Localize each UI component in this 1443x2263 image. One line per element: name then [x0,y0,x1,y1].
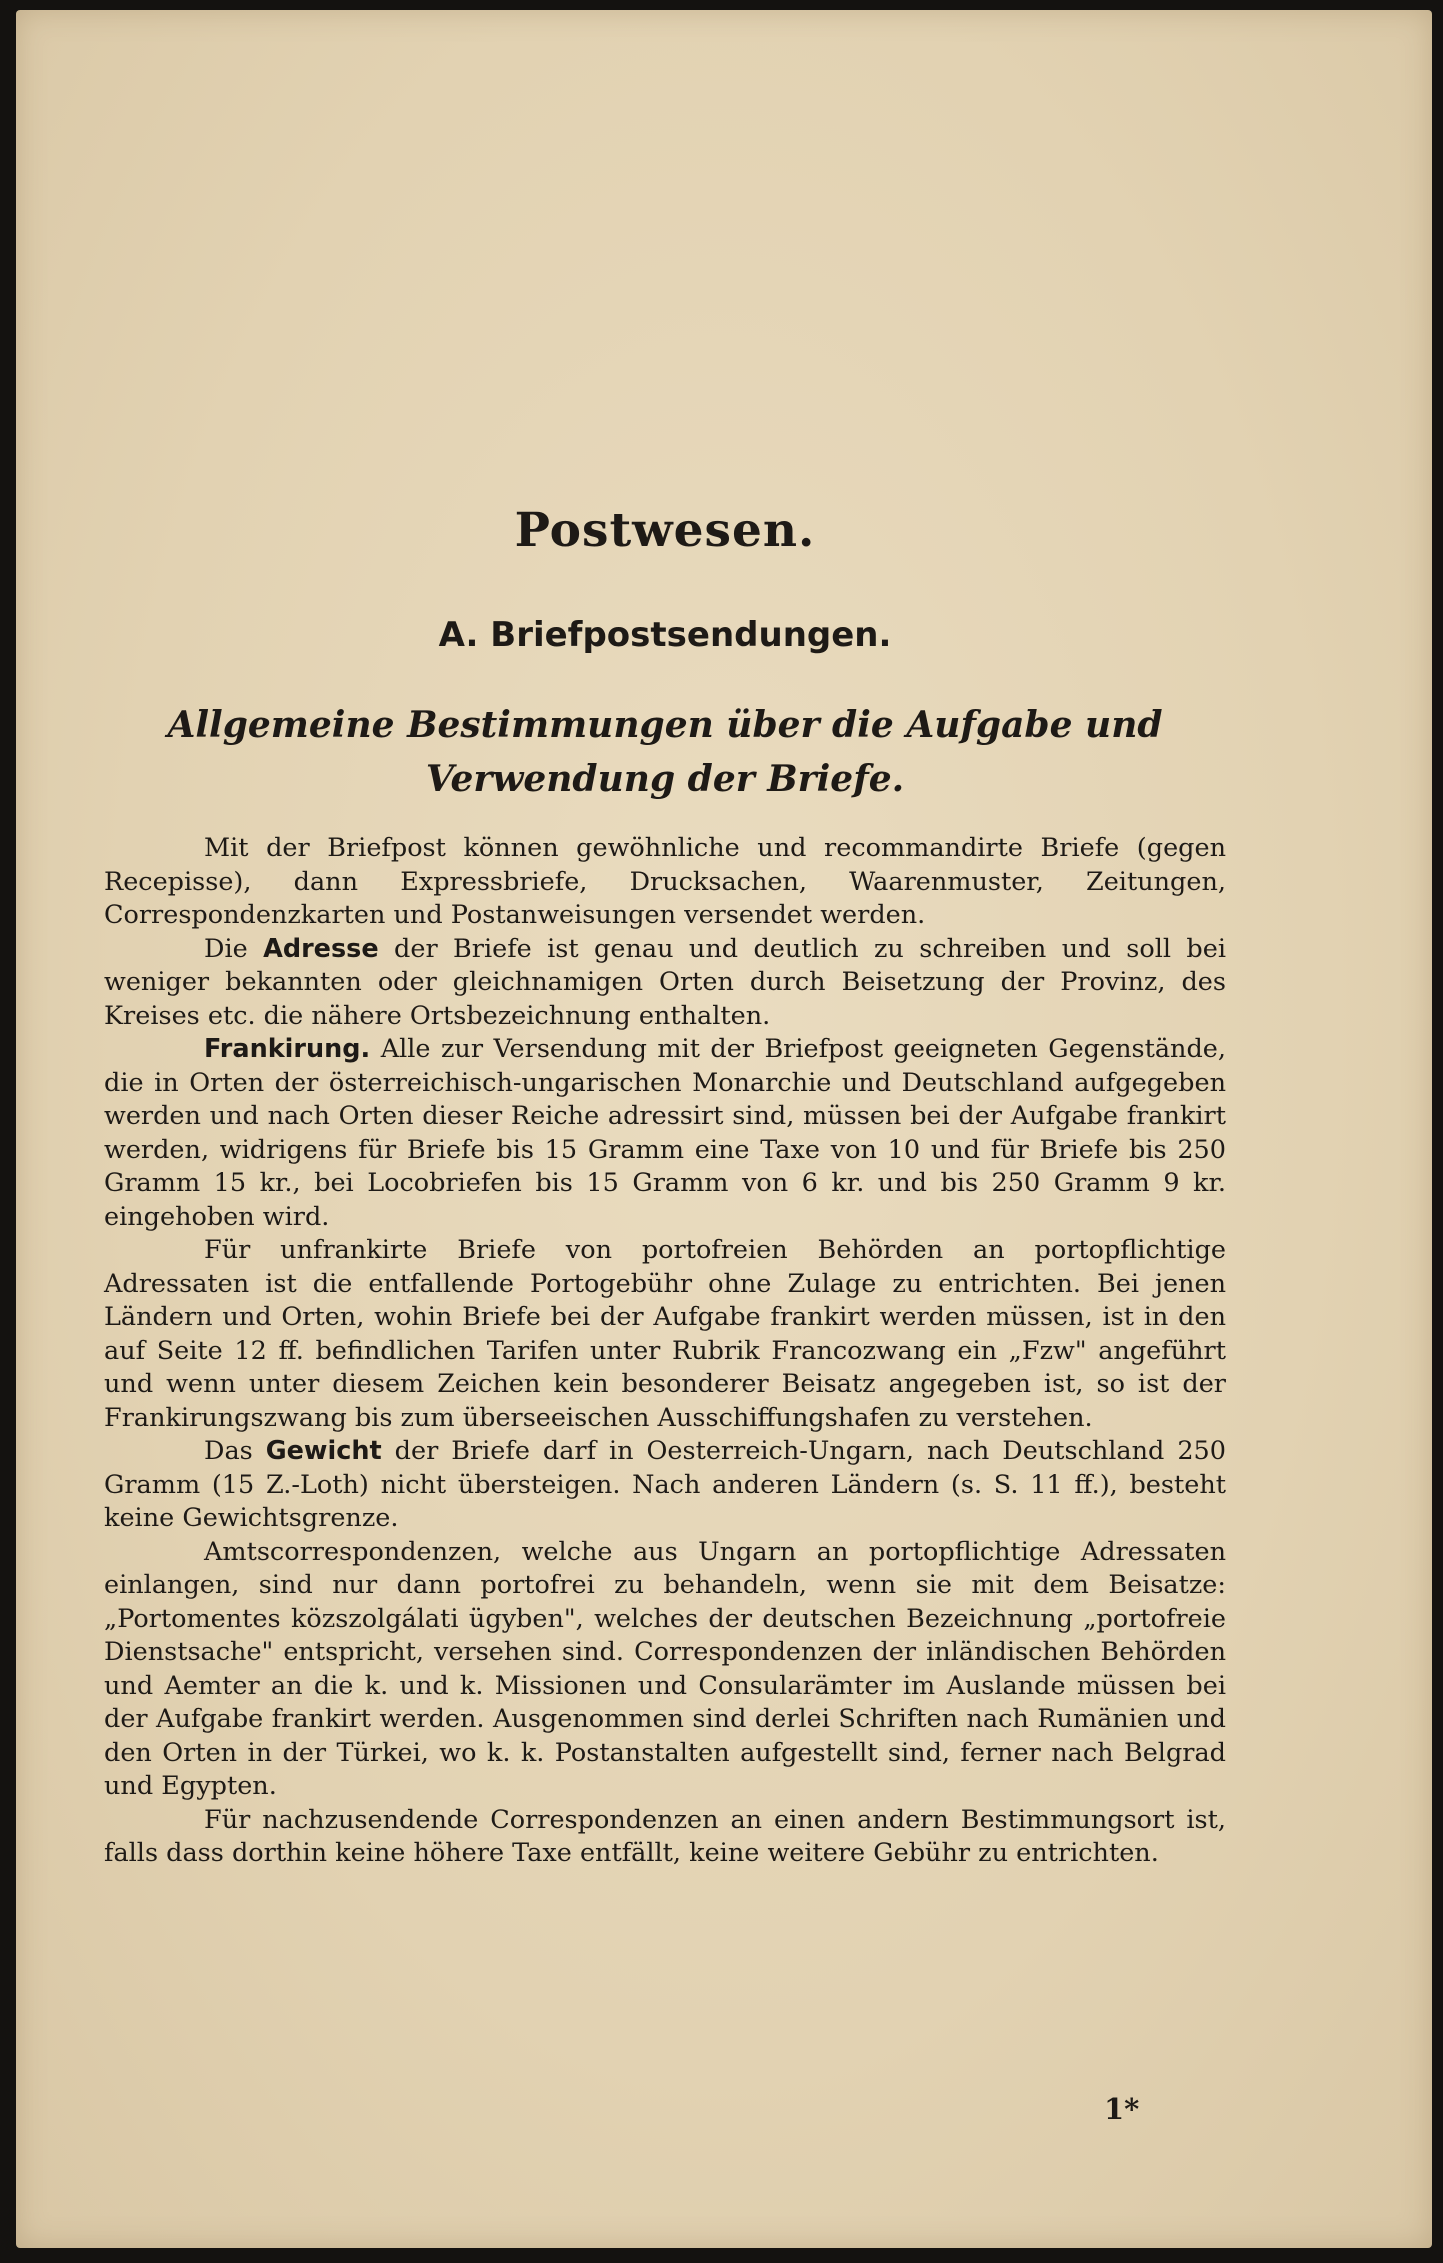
paragraph [104,1033,1226,1234]
paragraph-text: der Briefe darf in Oesterreich-Ungarn, nach Deutschland 250 Gramm (15 Z.-Loth) nicht übersteigen. Nach anderen Ländern (s. S. 11 ff.), besteht keine Gewichtsgrenze. [104,1436,1227,1533]
paragraph [104,1435,1226,1536]
paragraph [104,1804,1226,1871]
paragraph-keyword: Adresse [263,933,379,964]
page-title: Postwesen. [514,503,816,558]
paragraph-text: der Briefe ist genau und deutlich zu schreiben und soll bei weniger bekannten oder gleichnamigen Orten durch Beisetzung der Provinz, des Kreises etc. die nähere Ortsbezeichnung enthalten. [104,933,1226,1031]
page-number: 1* [1104,2092,1140,2126]
paragraph [104,1234,1226,1435]
paragraph-text: Für unfrankirte Briefe von portofreien Behörden an portopflichtige Adressaten ist die entfallende Portogebühr ohne Zulage zu entrichten. Bei jenen Ländern und Orten, wohin Briefe bei der Aufgabe frankirt werden müssen, ist in den auf Seite 12 ff. befindlichen Tarifen unter Rubrik Francozwang ein „Fzw" angeführt und wenn unter diesem Zeichen kein besonderer Beisatz angegeben ist, so ist der Frankirungszwang bis zum überseeischen Ausschiffungshafen zu verstehen. [104,1235,1226,1433]
paragraph-lead: Das [204,1436,253,1466]
paragraph [104,933,1226,1034]
paragraph [104,1536,1226,1804]
paragraph-text: Für nachzusendende Correspondenzen an einen andern Bestimmungsort ist, falls dass dorthin keine höhere Taxe entfällt, keine weitere Gebühr zu entrichten. [104,1804,1226,1868]
section-subtitle: A. Briefpostsendungen. [438,615,892,655]
paragraph-lead: Die [204,933,248,964]
section-heading: Allgemeine Bestimmungen über die Aufgabe und Verwendung der Briefe. [167,704,1163,800]
paragraph-text: Mit der Briefpost können gewöhnliche und recommandirte Briefe (gegen Recepisse), dann Expressbriefe, Drucksachen, Waarenmuster, Zeitungen, Correspondenzkarten und Postanweisungen versendet werden. [104,833,1226,930]
paragraph-text: Amtscorrespondenzen, welche aus Ungarn an portopflichtige Adressaten einlangen, sind nur dann portofrei zu behandeln, wenn sie mit dem Beisatze: „Portomentes közszolgálati ügyben", welches der deutschen Bezeichnung „portofreie Dienstsache" entspricht, versehen sind. Correspondenzen der inländischen Behörden und Aemter an die k. und k. Missionen und Consularämter im Auslande müssen bei der Aufgabe frankirt werden. Ausgenommen sind derlei Schriften nach Rumänien und den Orten in der Türkei, wo k. k. Postanstalten aufgestellt sind, ferner nach Belgrad und Egypten. [104,1536,1226,1801]
paragraph-keyword: Frankirung. [204,1034,371,1064]
body-text [104,832,1226,1871]
paragraph-keyword: Gewicht [265,1436,382,1466]
paragraph-text: Alle zur Versendung mit der Briefpost geeigneten Gegenstände, die in Orten der österreichisch-ungarischen Monarchie und Deutschland aufgegeben werden und nach Orten dieser Reiche adressirt sind, müssen bei der Aufgabe frankirt werden, widrigens für Briefe bis 15 Gramm eine Taxe von 10 und für Briefe bis 250 Gramm 15 kr., bei Locobriefen bis 15 Gramm von 6 kr. und bis 250 Gramm 9 kr. eingehoben wird. [104,1034,1226,1232]
paragraph [104,832,1226,933]
document-page [16,10,1432,2248]
